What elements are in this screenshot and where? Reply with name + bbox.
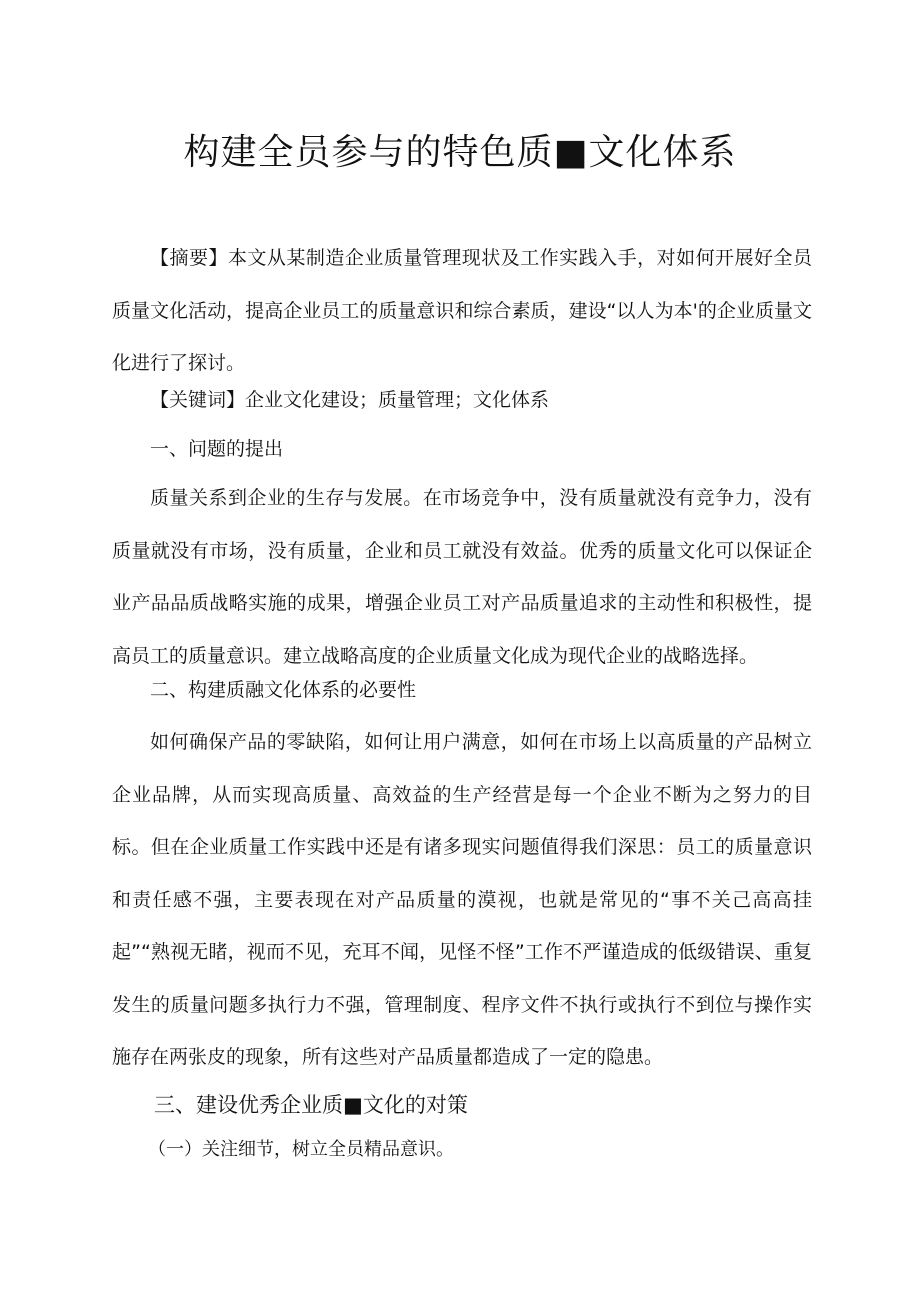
subsection-heading-3-1: （一）关注细节，树立全员精品意识。 (148, 1139, 454, 1160)
section-heading-3: 三、建设优秀企业质■文化的对策 (154, 1093, 468, 1117)
abstract-paragraph: 【摘要】本文从某制造企业质量管理现状及工作实践入手，对如何开展好全员质量文化活动，提高企业员工的质量意识和综合素质，建设“以人为本'的企业质量文化进行了探讨。 (112, 247, 812, 374)
section-heading-1: 一、问题的提出 (150, 438, 284, 460)
section-paragraph-2: 如何确保产品的零缺陷，如何让用户满意，如何在市场上以高质量的产品树立企业品牌，从而实现高质量、高效益的生产经营是每一个企业不断为之努力的目标。但在企业质量工作实践中还是有诸多现实问题值得我们深思：员工的质量意识和责任感不强，主要表现在对产品质量的漠视，也就是常见的“事不关己高高挂起”“熟视无睹，视而不见，充耳不闻，见怪不怪”工作不严谨造成的低级错误、重复发生的质量问题多执行力不强，管理制度、程序文件不执行或执行不到位与操作实施存在两张皮的现象，所有这些对产品质量都造成了一定的隐患。 (112, 731, 812, 1068)
section-paragraph-1: 质量关系到企业的生存与发展。在市场竞争中，没有质量就没有竞争力，没有质量就没有市场，没有质量，企业和员工就没有效益。优秀的质量文化可以保证企业产品品质战略实施的成果，增强企业员工对产品质量追求的主动性和积极性，提高员工的质量意识。建立战略高度的企业质量文化成为现代企业的战略选择。 (112, 487, 812, 667)
section-heading-2: 二、构建质融文化体系的必要性 (150, 679, 417, 701)
keywords-line: 【关键词】企业文化建设；质量管理；文化体系 (150, 389, 550, 411)
document-title: 构建全员参与的特色质■文化体系 (183, 132, 737, 173)
